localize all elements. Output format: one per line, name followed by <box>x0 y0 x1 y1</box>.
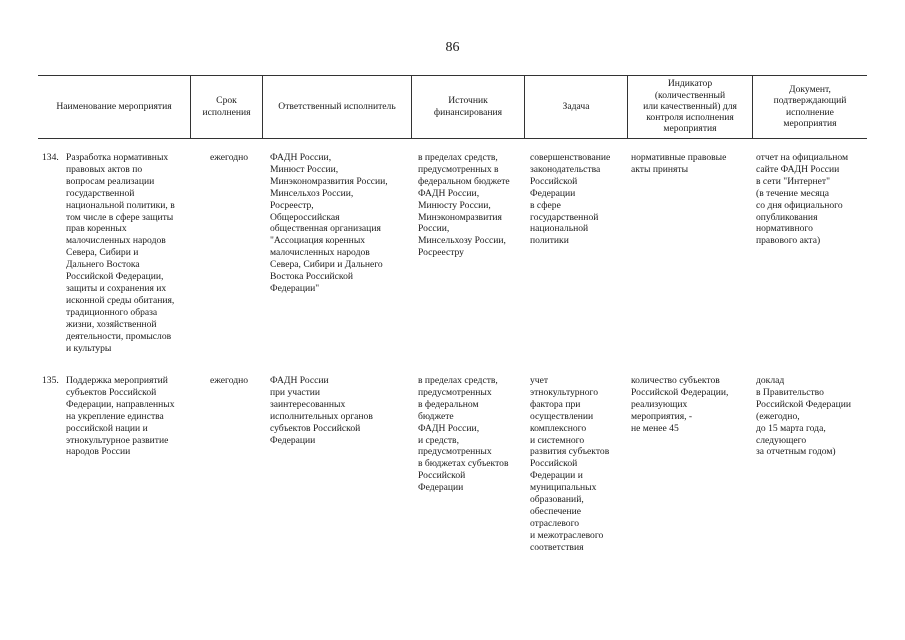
row-name: Разработка нормативных правовых актов по вопросам реализации государственной национальной политики, в том числе в сфере защиты прав коренных малочисленных народов Севера, Сибири и Дальнего Востока Российской Федерации, защиты и сохранения их исконной среды обитания, традиционного образа жизни, хозяйственной деятельности, промыслов и культуры <box>66 152 175 354</box>
row-number: 135. <box>42 375 59 386</box>
row-indicator: нормативные правовые акты приняты <box>631 152 727 175</box>
header-document: Документ, подтверждающий исполнение мероприятия <box>773 84 847 129</box>
header-executor: Ответственный исполнитель <box>278 100 396 112</box>
row-executor: ФАДН России при участии заинтересованных исполнительных органов субъектов Российской Федерации <box>270 375 373 446</box>
header-name: Наименование мероприятия <box>56 100 172 112</box>
row-name: Поддержка мероприятий субъектов Российской Федерации, направленных на укрепление единства российской нации и этнокультурное развитие народов России <box>66 375 175 458</box>
row-number: 134. <box>42 152 59 163</box>
row-executor: ФАДН России, Минюст России, Минэкономразвития России, Минсельхоз России, Росреестр, Общероссийская общественная организация "Ассоциация коренных малочисленных народов Севера, Сибири и Дальнего Востока Российской Федерации" <box>270 152 388 294</box>
header-source: Источник финансирования <box>433 95 503 118</box>
row-term: ежегодно <box>210 152 249 163</box>
row-source: в пределах средств, предусмотренных в федеральном бюджете ФАДН России, и средств, предусмотренных в бюджетах субъектов Российской Федерации <box>418 375 509 494</box>
row-document: отчет на официальном сайте ФАДН России в сети "Интернет" (в течение месяца со дня официального опубликования нормативного правового акта) <box>756 152 849 247</box>
header-bottom-rule <box>38 138 867 139</box>
header-task: Задача <box>562 100 590 112</box>
row-document: доклад в Правительство Российской Федерации (ежегодно, до 15 марта года, следующего за отчетным годом) <box>756 375 851 458</box>
row-source: в пределах средств, предусмотренных в федеральном бюджете ФАДН России, Минюсту России, Минэкономразвития России, Минсельхозу России, Росреестру <box>418 152 510 259</box>
row-task: учет этнокультурного фактора при осуществлении комплексного и системного развития субъектов Российской Федерации и муниципальных образований, обеспечение отраслевого и межотраслевого соответствия <box>530 375 610 553</box>
row-term: ежегодно <box>210 375 249 386</box>
page-number: 86 <box>445 40 460 55</box>
row-task: совершенствование законодательства Российской Федерации в сфере государственной национальной политики <box>530 152 611 247</box>
row-indicator: количество субъектов Российской Федерации, реализующих мероприятия, - не менее 45 <box>631 375 729 434</box>
header-indicator: Индикатор (количественный или качественный) для контроля исполнения мероприятия <box>643 78 737 135</box>
header-term: Срок исполнения <box>202 95 251 118</box>
